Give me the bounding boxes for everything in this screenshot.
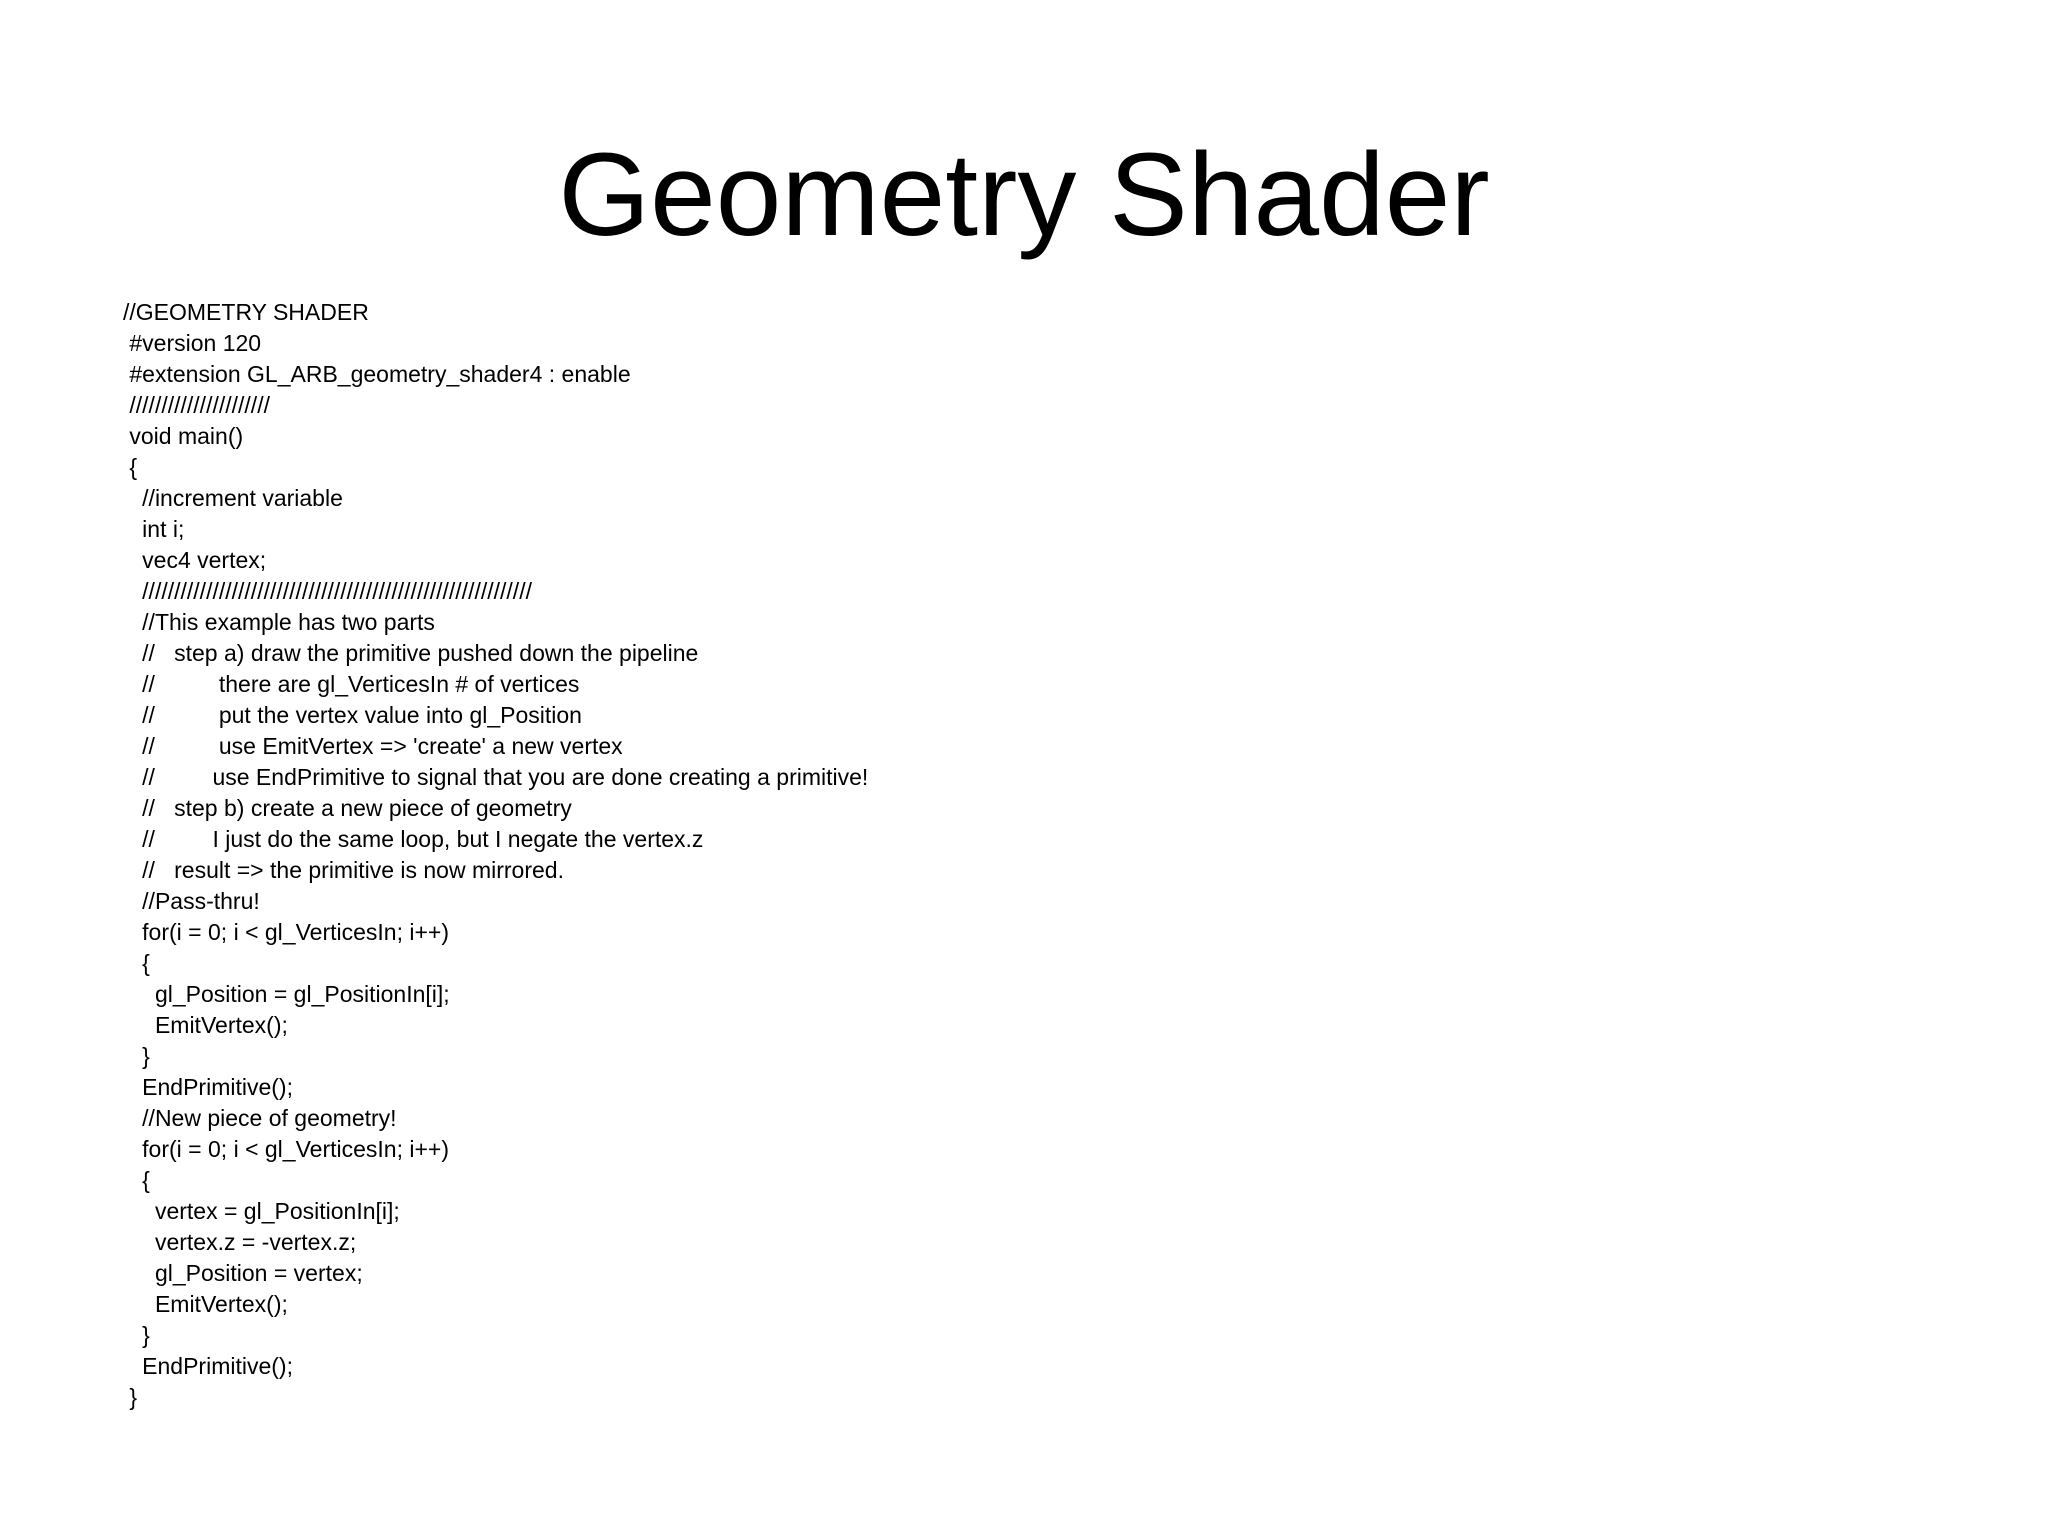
code-line: //New piece of geometry! — [123, 1105, 397, 1131]
code-line: EndPrimitive(); — [123, 1074, 293, 1100]
code-line: ////////////////////// — [123, 392, 270, 418]
code-line: //increment variable — [123, 485, 343, 511]
code-line: { — [123, 454, 138, 480]
code-line: vertex.z = -vertex.z; — [123, 1229, 357, 1255]
code-line: // put the vertex value into gl_Position — [123, 702, 582, 728]
code-line: //Pass-thru! — [123, 888, 260, 914]
code-line: EmitVertex(); — [123, 1291, 288, 1317]
code-line: // result => the primitive is now mirrored. — [123, 857, 564, 883]
code-line: #version 120 — [123, 330, 262, 356]
code-line: EmitVertex(); — [123, 1012, 288, 1038]
code-line: EndPrimitive(); — [123, 1353, 293, 1379]
code-line: for(i = 0; i < gl_VerticesIn; i++) — [123, 1136, 449, 1162]
code-line: } — [123, 1322, 150, 1348]
code-line: // I just do the same loop, but I negate the vertex.z — [123, 826, 704, 852]
code-line: gl_Position = gl_PositionIn[i]; — [123, 981, 450, 1007]
code-line: // step b) create a new piece of geometry — [123, 795, 572, 821]
code-line: vertex = gl_PositionIn[i]; — [123, 1198, 400, 1224]
code-line: } — [123, 1043, 150, 1069]
code-line: // use EmitVertex => 'create' a new vertex — [123, 733, 623, 759]
code-block — [123, 297, 1823, 1413]
code-line: vec4 vertex; — [123, 547, 267, 573]
code-line: } — [123, 1384, 138, 1410]
code-line: #extension GL_ARB_geometry_shader4 : enable — [123, 361, 631, 387]
slide-title: Geometry Shader — [558, 129, 1490, 261]
code-line: ///////////////////////////////////////////////////////////// — [123, 578, 532, 604]
code-line: for(i = 0; i < gl_VerticesIn; i++) — [123, 919, 449, 945]
code-line: // step a) draw the primitive pushed down the pipeline — [123, 640, 699, 666]
code-line: { — [123, 1167, 150, 1193]
code-line: //This example has two parts — [123, 609, 435, 635]
code-line: // there are gl_VerticesIn # of vertices — [123, 671, 580, 697]
code-line: int i; — [123, 516, 185, 542]
code-line: { — [123, 950, 150, 976]
code-line: // use EndPrimitive to signal that you are done creating a primitive! — [123, 764, 869, 790]
code-line: //GEOMETRY SHADER — [123, 299, 369, 325]
code-line: void main() — [123, 423, 244, 449]
code-line: gl_Position = vertex; — [123, 1260, 363, 1286]
